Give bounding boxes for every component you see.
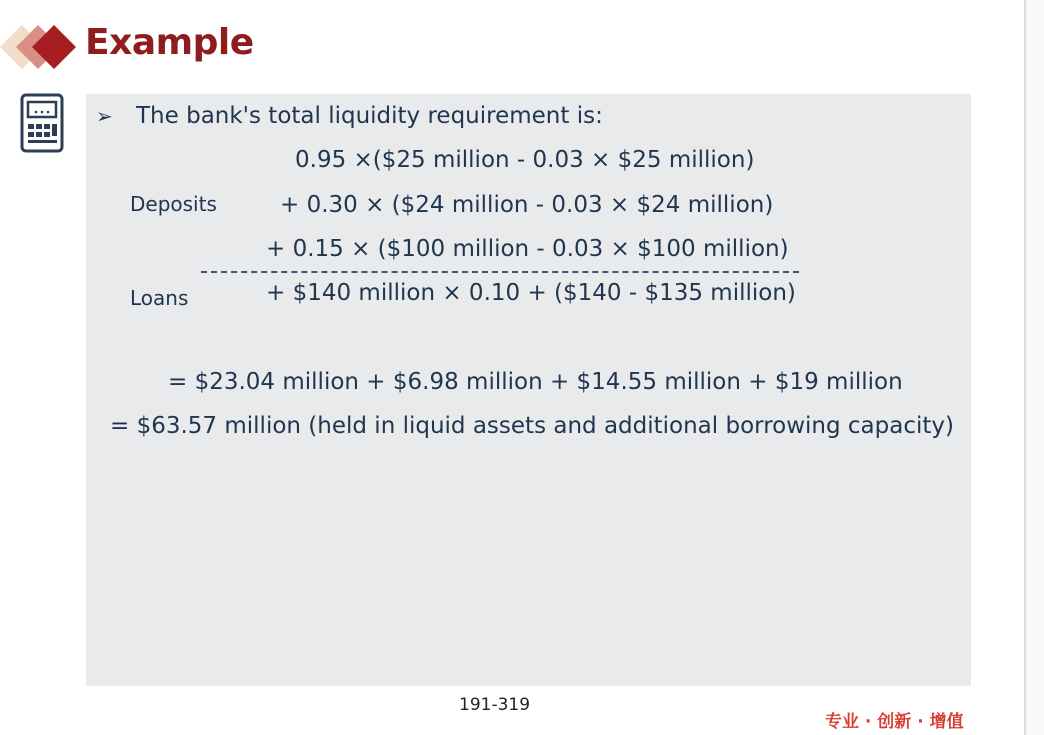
equation-line-4: + $140 million × 0.10 + ($140 - $135 million) (266, 280, 796, 306)
footer-tagline: 专业 · 创新 · 增值 (825, 712, 964, 732)
result-line-2: = $63.57 million (held in liquid assets and additional borrowing capacity) (110, 413, 954, 439)
result-line-1: = $23.04 million + $6.98 million + $14.55 million + $19 million (168, 369, 903, 395)
calculator-icon (20, 93, 64, 153)
equation-line-1: 0.95 ×($25 million - 0.03 × $25 million) (295, 147, 755, 173)
dashed-separator (201, 271, 799, 273)
deposits-label: Deposits (130, 192, 217, 216)
loans-label: Loans (130, 286, 189, 310)
intro-text: The bank's total liquidity requirement is: (136, 103, 603, 129)
equation-line-3: + 0.15 × ($100 million - 0.03 × $100 million) (266, 236, 789, 262)
slide-title: Example (85, 22, 254, 63)
bullet-arrow-icon: ➢ (96, 104, 113, 128)
diamond-icon (0, 20, 80, 74)
right-edge-strip (1026, 0, 1044, 735)
equation-line-2: + 0.30 × ($24 million - 0.03 × $24 million) (280, 192, 774, 218)
page-number: 191-319 (459, 695, 531, 715)
